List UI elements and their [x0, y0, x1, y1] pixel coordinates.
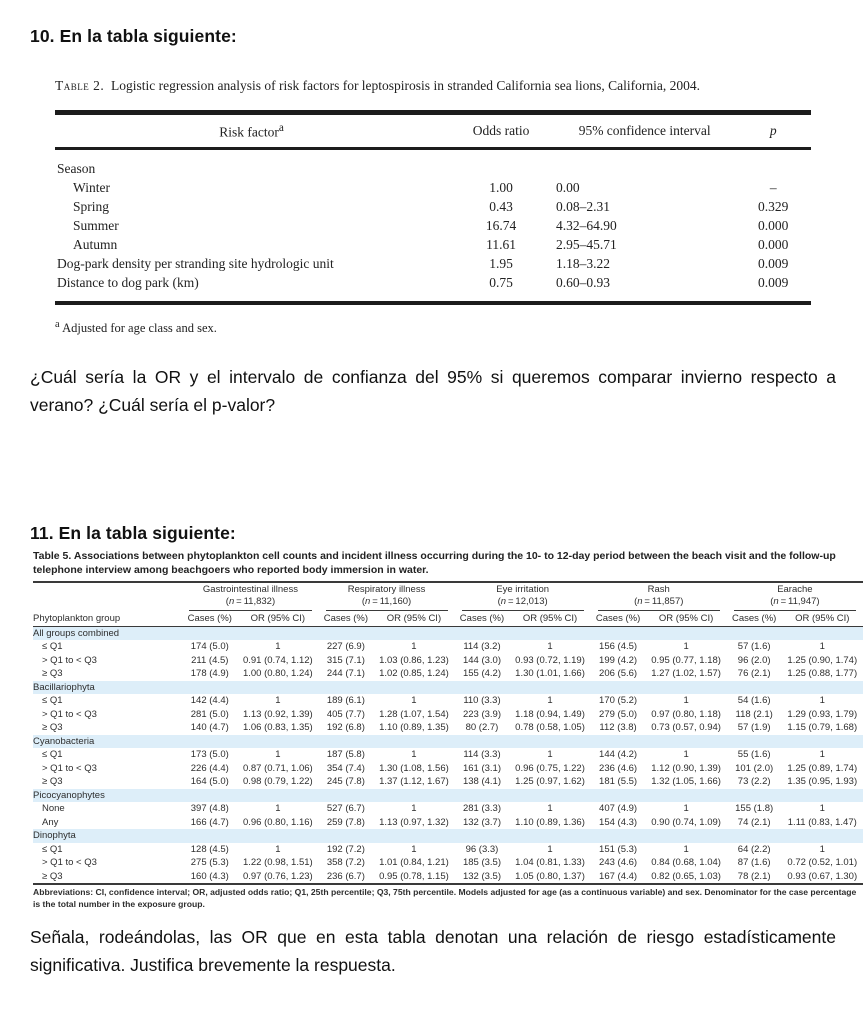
table5-subheader-row [33, 611, 863, 627]
table5-value-cell: 1.30 (1.01, 1.66) [515, 668, 585, 680]
question-11-text: Señala, rodeándolas, las OR que en esta tabla denotan una relación de riesgo estadísticamente significativa. Justifica brevemente la respuesta. [30, 926, 836, 975]
table5-data-row [33, 667, 863, 681]
table5-value-cell: 315 (7.1) [326, 654, 365, 666]
table2-header-row [55, 113, 811, 149]
table5-illness-group-header: Earache (n = 11,947) [727, 582, 863, 611]
table5-value-cell: 1.06 (0.83, 1.35) [242, 722, 313, 734]
table5-value-cell: 1 [411, 641, 417, 653]
table2-body [55, 148, 811, 303]
table5-group-label: Picocyanophytes [33, 789, 863, 803]
question-10-text: ¿Cuál sería la OR y el intervalo de confianza del 95% si queremos comparar invierno respecto a verano? ¿Cuál sería el p-valor? [30, 366, 836, 415]
table5-value-cell: 1.01 (0.84, 1.21) [379, 857, 449, 869]
table5-corner-cell [33, 582, 182, 611]
table5-value-cell: 192 (7.2) [326, 843, 365, 855]
table5-value-cell: 259 (7.8) [326, 816, 365, 828]
table5-value-cell: 354 (7.4) [326, 762, 365, 774]
table2-cell: Distance to dog park (km) [57, 274, 199, 290]
table5-value-cell: 73 (2.2) [737, 776, 771, 788]
table5-value-cell: 279 (5.0) [599, 708, 638, 720]
table5-value-cell: 174 (5.0) [190, 641, 229, 653]
table2-cell: Season [57, 160, 96, 176]
table5-value-cell: 161 (3.1) [462, 762, 501, 774]
table5-value-cell: 173 (5.0) [190, 749, 229, 761]
table2-row [55, 197, 811, 216]
table5-value-cell: 64 (2.2) [737, 843, 771, 855]
table2-row [55, 254, 811, 273]
table5-subcolumn-header: OR (95% CI) [509, 611, 590, 627]
table5-group-header-row [33, 582, 863, 611]
table2-row [55, 148, 811, 178]
table2-cell: 4.32–64.90 [555, 217, 617, 233]
table5-data-row [33, 843, 863, 857]
table2-col-p: p [735, 113, 811, 149]
table2-row [55, 235, 811, 254]
table5-value-cell: 154 (4.3) [599, 816, 638, 828]
table5-value-cell: 57 (1.9) [737, 722, 771, 734]
table5-value-cell: 281 (3.3) [462, 803, 501, 815]
table5-phytoplankton-group-row [33, 789, 863, 803]
table5-value-cell: 1 [683, 803, 689, 815]
table5-value-cell: 1 [547, 641, 553, 653]
table2-cell: Autumn [73, 236, 118, 252]
table5-value-cell: 155 (1.8) [735, 803, 774, 815]
table5-data-row [33, 870, 863, 885]
table5-value-cell: 223 (3.9) [462, 708, 501, 720]
table5-value-cell: 118 (2.1) [735, 708, 773, 720]
table5-value-cell: 1 [819, 695, 825, 707]
table5-value-cell: 1.02 (0.85, 1.24) [379, 668, 449, 680]
table5-value-cell: 1 [683, 695, 689, 707]
table2-col-risk-factor: Risk factor$^a$ [55, 113, 448, 149]
table5-value-cell: 1.03 (0.86, 1.23) [379, 654, 449, 666]
table5-value-cell: 185 (3.5) [462, 857, 501, 869]
table5-value-cell: 1 [547, 803, 553, 815]
table5-footnote: Abbreviations: CI, confidence interval; OR, adjusted odds ratio; Q1, 25th percentile; Q3, 75th percentile. Models adjusted for age (as a continuous variable) and sex. Denominator for the case percentage is the total number in the exposure group. [33, 887, 857, 909]
table5-value-cell: 54 (1.6) [737, 695, 771, 707]
table5-phytoplankton-group-row [33, 626, 863, 640]
table5-quartile-label: > Q1 to < Q3 [42, 654, 97, 666]
table5-value-cell: 132 (3.7) [462, 816, 501, 828]
table5-quartile-label: ≥ Q3 [42, 668, 63, 680]
table5-value-cell: 1.29 (0.93, 1.79) [787, 708, 858, 720]
table5-value-cell: 1 [275, 641, 281, 653]
table5-group-label: Dinophyta [33, 829, 863, 843]
table5-value-cell: 199 (4.2) [599, 654, 638, 666]
table5-value-cell: 405 (7.7) [326, 708, 365, 720]
table5-value-cell: 101 (2.0) [735, 762, 774, 774]
table5-header [33, 582, 863, 626]
table5-quartile-label: > Q1 to < Q3 [42, 857, 97, 869]
table5-value-cell: 0.82 (0.65, 1.03) [651, 870, 721, 882]
table2-cell: Dog-park density per stranding site hydrologic unit [57, 255, 334, 271]
table2-row [55, 216, 811, 235]
table5-value-cell: 397 (4.8) [190, 803, 229, 815]
table5-value-cell: 0.87 (0.71, 1.06) [242, 762, 313, 774]
table2-cell: Summer [73, 217, 119, 233]
table5-value-cell: 1 [547, 843, 553, 855]
table2-cell: 0.009 [758, 255, 789, 271]
table5-group-label: All groups combined [33, 626, 863, 640]
table5-illness-group-header: Rash (n = 11,857) [591, 582, 727, 611]
table5-value-cell: 244 (7.1) [326, 668, 365, 680]
table5-caption [33, 550, 863, 577]
table2-cell [735, 148, 811, 178]
table5-value-cell: 1 [275, 695, 281, 707]
table5-illness-group-header: Eye irritation (n = 12,013) [455, 582, 591, 611]
table5-value-cell: 187 (5.8) [326, 749, 365, 761]
table2-col-odds-ratio: Odds ratio [448, 113, 554, 149]
phytoplankton-illness-table [33, 581, 863, 885]
table5-value-cell: 74 (2.1) [737, 816, 771, 828]
table5-value-cell: 1.32 (1.05, 1.66) [651, 776, 721, 788]
table5-value-cell: 167 (4.4) [599, 870, 638, 882]
table5-value-cell: 1.25 (0.97, 1.62) [515, 776, 585, 788]
table5-value-cell: 189 (6.1) [326, 695, 365, 707]
table5-quartile-label: > Q1 to < Q3 [42, 708, 97, 720]
table5-subcolumn-header: Cases (%) [182, 611, 237, 627]
table5-subcolumn-header: OR (95% CI) [645, 611, 726, 627]
table5-value-cell: 151 (5.3) [599, 843, 638, 855]
table5-illness-group-header: Respiratory illness (n = 11,160) [319, 582, 455, 611]
table5-value-cell: 78 (2.1) [737, 870, 771, 882]
table5-value-cell: 1.25 (0.88, 1.77) [787, 668, 858, 680]
table5-quartile-label: ≥ Q3 [42, 722, 63, 734]
table5-value-cell: 55 (1.6) [737, 749, 771, 761]
table5-value-cell: 236 (4.6) [599, 762, 638, 774]
table2-cell [554, 148, 735, 178]
table2-row [55, 178, 811, 197]
table5-phytoplankton-group-row [33, 681, 863, 695]
table5-subcolumn-header: OR (95% CI) [373, 611, 454, 627]
table2-cell: – [769, 179, 777, 195]
table5-value-cell: 144 (4.2) [599, 749, 638, 761]
table5-value-cell: 245 (7.8) [326, 776, 365, 788]
table5-value-cell: 1 [683, 749, 689, 761]
table5-value-cell: 1.13 (0.97, 1.32) [379, 816, 449, 828]
table5-value-cell: 1 [411, 749, 417, 761]
table5-value-cell: 0.95 (0.77, 1.18) [651, 654, 721, 666]
table5-value-cell: 227 (6.9) [326, 641, 365, 653]
table2-caption [55, 77, 811, 95]
table5-value-cell: 1 [411, 695, 417, 707]
table5-value-cell: 1.22 (0.98, 1.51) [242, 857, 313, 869]
table5-value-cell: 206 (5.6) [599, 668, 638, 680]
table5-value-cell: 170 (5.2) [599, 695, 638, 707]
table5-phytoplankton-group-row [33, 829, 863, 843]
table2-cell: 1.18–3.22 [555, 255, 610, 271]
table5-value-cell: 80 (2.7) [465, 722, 499, 734]
table5-value-cell: 1.10 (0.89, 1.35) [379, 722, 449, 734]
table5-value-cell: 166 (4.7) [190, 816, 229, 828]
table5-data-row [33, 762, 863, 776]
table5-value-cell: 132 (3.5) [462, 870, 501, 882]
table5-value-cell: 1.25 (0.89, 1.74) [787, 762, 858, 774]
table5-value-cell: 1 [411, 803, 417, 815]
table5-value-cell: 1.30 (1.08, 1.56) [379, 762, 449, 774]
table5-quartile-label: ≥ Q3 [42, 776, 63, 788]
table5-value-cell: 57 (1.6) [737, 641, 771, 653]
table5-value-cell: 0.72 (0.52, 1.01) [787, 857, 858, 869]
table5-value-cell: 1.12 (0.90, 1.39) [651, 762, 721, 774]
table5-data-row [33, 708, 863, 722]
table5-value-cell: 211 (4.5) [191, 654, 229, 666]
table5-value-cell: 1 [547, 749, 553, 761]
table5-subcolumn-header: OR (95% CI) [782, 611, 863, 627]
table5-value-cell: 281 (5.0) [190, 708, 229, 720]
table5-value-cell: 1 [819, 749, 825, 761]
table5-value-cell: 527 (6.7) [326, 803, 365, 815]
table2-cell: 0.60–0.93 [555, 274, 610, 290]
table5-value-cell: 1.25 (0.90, 1.74) [787, 654, 858, 666]
table5-quartile-label: ≤ Q1 [42, 749, 63, 761]
table5-value-cell: 0.97 (0.76, 1.23) [242, 870, 313, 882]
table5-value-cell: 155 (4.2) [462, 668, 501, 680]
table5-value-cell: 0.98 (0.79, 1.22) [242, 776, 313, 788]
question-11-heading: 11. En la tabla siguiente: [30, 522, 236, 543]
table5-data-row [33, 654, 863, 668]
table5-value-cell: 1.11 (0.83, 1.47) [787, 816, 857, 828]
table5-value-cell: 0.91 (0.74, 1.12) [242, 654, 313, 666]
table5-value-cell: 1 [819, 843, 825, 855]
table5-caption-label: Table 5. [33, 549, 72, 562]
table5-value-cell: 1 [275, 803, 281, 815]
table5-value-cell: 1 [683, 641, 689, 653]
table5-value-cell: 0.90 (0.74, 1.09) [651, 816, 721, 828]
table2-caption-text: Logistic regression analysis of risk factors for leptospirosis in stranded California sea lions, California, 2004. [111, 78, 701, 93]
table2-cell: 0.000 [758, 236, 789, 252]
table5-quartile-label: ≥ Q3 [42, 870, 63, 882]
table5-value-cell: 236 (6.7) [326, 870, 365, 882]
table5-value-cell: 1 [275, 843, 281, 855]
table5-value-cell: 226 (4.4) [190, 762, 229, 774]
question-10-heading: 10. En la tabla siguiente: [30, 26, 237, 46]
table5-quartile-label: None [42, 803, 65, 815]
table5-value-cell: 1.35 (0.95, 1.93) [787, 776, 858, 788]
table5-value-cell: 1 [411, 843, 417, 855]
table5-value-cell: 1 [683, 843, 689, 855]
table5-value-cell: 0.93 (0.67, 1.30) [787, 870, 858, 882]
table2-cell: 1.95 [489, 255, 513, 271]
table2-cell: 11.61 [486, 236, 516, 252]
table5-value-cell: 1.00 (0.80, 1.24) [242, 668, 313, 680]
table5-value-cell: 192 (6.8) [326, 722, 365, 734]
section-11 [30, 522, 858, 979]
table5-group-label: Cyanobacteria [33, 735, 863, 749]
table5-row-header-label: Phytoplankton group [33, 611, 182, 627]
table2-cell: 16.74 [485, 217, 517, 233]
table5-phytoplankton-group-row [33, 735, 863, 749]
table5-data-row [33, 748, 863, 762]
table5-value-cell: 1.04 (0.81, 1.33) [515, 857, 585, 869]
table5-value-cell: 1.15 (0.79, 1.68) [787, 722, 858, 734]
table5-value-cell: 1 [275, 749, 281, 761]
table5-value-cell: 160 (4.3) [190, 870, 229, 882]
table5-value-cell: 128 (4.5) [190, 843, 229, 855]
table5-value-cell: 181 (5.5) [599, 776, 638, 788]
table2-cell: Winter [73, 179, 110, 195]
table5-value-cell: 1.18 (0.94, 1.49) [515, 708, 585, 720]
table5-subcolumn-header: OR (95% CI) [237, 611, 318, 627]
table2-cell: Spring [73, 198, 110, 214]
table5-value-cell: 0.93 (0.72, 1.19) [515, 654, 585, 666]
table5-value-cell: 178 (4.9) [190, 668, 229, 680]
table5-value-cell: 110 (3.3) [463, 695, 501, 707]
table5-value-cell: 87 (1.6) [737, 857, 771, 869]
table5-value-cell: 0.78 (0.58, 1.05) [515, 722, 585, 734]
table5-subcolumn-header: Cases (%) [319, 611, 374, 627]
table2-cell: 0.43 [489, 198, 513, 214]
table2-cell: 1.00 [489, 179, 513, 195]
table5-data-row [33, 694, 863, 708]
table2-cell: 0.000 [758, 217, 789, 233]
table2-row [55, 273, 811, 303]
table5-value-cell: 1.05 (0.80, 1.37) [515, 870, 585, 882]
table5-illness-group-header: Gastrointestinal illness (n = 11,832) [182, 582, 318, 611]
table2-cell: 0.08–2.31 [555, 198, 610, 214]
table5-body [33, 626, 863, 884]
table5-subcolumn-header: Cases (%) [591, 611, 646, 627]
table5-data-row [33, 640, 863, 654]
table5-value-cell: 0.97 (0.80, 1.18) [651, 708, 721, 720]
table5-value-cell: 156 (4.5) [599, 641, 638, 653]
table2-figure [55, 77, 811, 336]
table2-caption-label: Table 2. [55, 78, 105, 93]
table5-value-cell: 407 (4.9) [599, 803, 638, 815]
table5-quartile-label: Any [42, 816, 59, 828]
table5-value-cell: 96 (3.3) [465, 843, 499, 855]
table5-value-cell: 0.73 (0.57, 0.94) [651, 722, 721, 734]
table5-value-cell: 1.37 (1.12, 1.67) [379, 776, 449, 788]
table5-subcolumn-header: Cases (%) [455, 611, 510, 627]
table5-subcolumn-header: Cases (%) [727, 611, 782, 627]
table2-footnote: $^a$ Adjusted for age class and sex. [55, 318, 217, 335]
table2-cell: 2.95–45.71 [555, 236, 617, 252]
table5-group-label: Bacillariophyta [33, 681, 863, 695]
table5-data-row [33, 775, 863, 789]
table5-quartile-label: ≤ Q1 [42, 843, 63, 855]
table2-cell: 0.00 [555, 179, 580, 195]
table5-value-cell: 1.27 (1.02, 1.57) [651, 668, 721, 680]
table2-cell: 0.329 [758, 198, 789, 214]
table5-data-row [33, 721, 863, 735]
table2-cell [448, 148, 554, 178]
table2-cell: 0.75 [489, 274, 513, 290]
table5-caption-text: Associations between phytoplankton cell counts and incident illness occurring during the 10- to 12-day period between the beach visit and the follow-up telephone interview among beachgoers who reported body immersion in water. [33, 549, 836, 576]
table5-figure [33, 550, 863, 910]
table5-value-cell: 138 (4.1) [462, 776, 501, 788]
table5-value-cell: 142 (4.4) [190, 695, 229, 707]
table5-value-cell: 144 (3.0) [462, 654, 501, 666]
table5-value-cell: 96 (2.0) [737, 654, 771, 666]
table5-value-cell: 112 (3.8) [599, 722, 637, 734]
table5-quartile-label: > Q1 to < Q3 [42, 762, 97, 774]
table2-col-ci: 95% confidence interval [554, 113, 735, 149]
table5-value-cell: 0.96 (0.75, 1.22) [515, 762, 585, 774]
table5-data-row [33, 802, 863, 816]
table5-value-cell: 1.10 (0.89, 1.36) [515, 816, 585, 828]
table5-value-cell: 0.84 (0.68, 1.04) [651, 857, 721, 869]
table5-value-cell: 114 (3.2) [463, 641, 501, 653]
table5-value-cell: 114 (3.3) [463, 749, 501, 761]
table5-value-cell: 1 [819, 803, 825, 815]
table5-data-row [33, 816, 863, 830]
table5-value-cell: 164 (5.0) [190, 776, 229, 788]
table5-value-cell: 1 [819, 641, 825, 653]
table5-quartile-label: ≤ Q1 [42, 695, 63, 707]
table5-value-cell: 0.96 (0.80, 1.16) [242, 816, 313, 828]
table5-quartile-label: ≤ Q1 [42, 641, 63, 653]
table5-value-cell: 0.95 (0.78, 1.15) [379, 870, 449, 882]
table5-value-cell: 1.28 (1.07, 1.54) [379, 708, 449, 720]
table5-value-cell: 1 [547, 695, 553, 707]
leptospirosis-risk-table [55, 110, 811, 305]
table5-value-cell: 243 (4.6) [599, 857, 638, 869]
table5-value-cell: 358 (7.2) [326, 857, 365, 869]
table5-value-cell: 275 (5.3) [190, 857, 229, 869]
table2-cell: 0.009 [758, 274, 789, 290]
table5-value-cell: 76 (2.1) [737, 668, 771, 680]
table5-value-cell: 1.13 (0.92, 1.39) [242, 708, 313, 720]
table5-data-row [33, 856, 863, 870]
table5-value-cell: 140 (4.7) [190, 722, 229, 734]
